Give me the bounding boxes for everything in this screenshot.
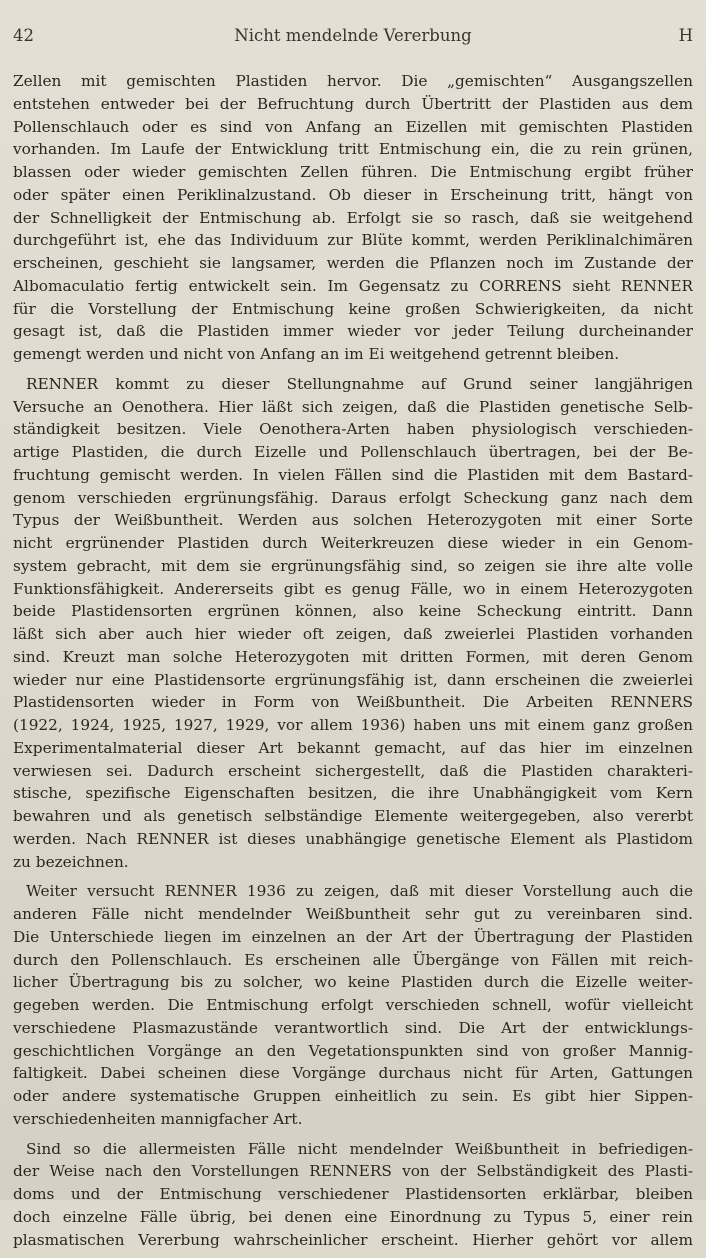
text-line: (1922, 1924, 1925, 1927, 1929, vor allem 1936) haben uns mit einem ganz großen	[13, 716, 693, 734]
text-line: oder andere systematische Gruppen einheitlich zu sein. Es gibt hier Sippen-	[13, 1087, 693, 1105]
body-text	[13, 70, 693, 1258]
text-line: Pollenschlauch oder es sind von Anfang an Eizellen mit gemischten Plastiden	[13, 117, 693, 136]
text-line: wieder nur eine Plastidensorte ergrünungsfähig ist, dann erscheinen die zweierlei	[13, 670, 693, 689]
text-line: artige Plastiden, die durch Eizelle und Pollenschlauch übertragen, bei der Be-	[13, 443, 693, 461]
section-mark: H	[678, 26, 693, 45]
text-line: vorhanden. Im Laufe der Entwicklung tritt Entmischung ein, die zu rein grünen,	[13, 140, 693, 159]
text-line: der Schnelligkeit der Entmischung ab. Erfolgt sie so rasch, daß sie weitgehend	[13, 208, 693, 227]
text-line: Albomaculatio fertig entwickelt sein. Im Gegensatz zu CORRENS sieht RENNER	[13, 276, 693, 295]
text-line: blassen oder wieder gemischten Zellen führen. Die Entmischung ergibt früher	[13, 163, 693, 181]
text-line: verwiesen sei. Dadurch erscheint sichergestellt, daß die Plastiden charakteri-	[13, 761, 693, 780]
text-line: der Weise nach den Vorstellungen RENNERS von der Selbständigkeit des Plasti-	[13, 1162, 693, 1181]
text-line: erscheinen, geschieht sie langsamer, werden die Pflanzen noch im Zustande der	[13, 254, 693, 272]
text-line: sind. Kreuzt man solche Heterozygoten mit dritten Formen, mit deren Genom	[13, 647, 693, 666]
paragraph	[13, 70, 693, 366]
text-line: entstehen entweder bei der Befruchtung durch Übertritt der Plastiden aus dem	[13, 94, 693, 113]
text-line: Experimentalmaterial dieser Art bekannt gemacht, auf das hier im einzelnen	[13, 738, 693, 757]
paragraph	[13, 373, 693, 874]
text-line: stische, spezifische Eigenschaften besitzen, die ihre Unabhängigkeit vom Kern	[13, 784, 693, 803]
text-line: system gebracht, mit dem sie ergrünungsfähig sind, so zeigen sie ihre alte volle	[13, 556, 693, 575]
text-line: anderen Fälle nicht mendelnder Weißbuntheit sehr gut zu vereinbaren sind.	[13, 905, 693, 923]
text-line: licher Übertragung bis zu solcher, wo keine Plastiden durch die Eizelle weiter-	[13, 973, 693, 992]
text-line: nicht ergrünender Plastiden durch Weiterkreuzen diese wieder in ein Genom-	[13, 534, 693, 552]
text-line: Die Unterschiede liegen im einzelnen an der Art der Übertragung der Plastiden	[13, 927, 693, 946]
text-line: geschichtlichen Vorgänge an den Vegetationspunkten sind von großer Mannig-	[13, 1041, 693, 1060]
text-line: zu bezeichnen.	[13, 852, 129, 871]
text-line: Zellen mit gemischten Plastiden hervor. Die „gemischten“ Ausgangszellen	[13, 72, 693, 90]
paragraph	[13, 1138, 693, 1252]
text-line: Typus der Weißbuntheit. Werden aus solchen Heterozygoten mit einer Sorte	[13, 511, 693, 530]
running-header	[13, 26, 693, 48]
text-line: oder später einen Periklinalzustand. Ob dieser in Erscheinung tritt, hängt von	[13, 185, 693, 204]
text-line: Plastidensorten wieder in Form von Weißbuntheit. Die Arbeiten RENNERS	[13, 693, 693, 712]
text-line: Sind so die allermeisten Fälle nicht mendelnder Weißbuntheit in befriedigen-	[26, 1139, 693, 1158]
text-line: gemengt werden und nicht von Anfang an im Ei weitgehend getrennt bleiben.	[13, 345, 620, 363]
text-line: Funktionsfähigkeit. Andererseits gibt es genug Fälle, wo in einem Heterozygoten	[13, 579, 693, 598]
text-line: gesagt ist, daß die Plastiden immer wieder vor jeder Teilung durcheinander	[13, 322, 693, 341]
text-line: verschiedenheiten mannigfacher Art.	[13, 1109, 303, 1128]
text-line: RENNER kommt zu dieser Stellungnahme auf Grund seiner langjährigen	[26, 374, 693, 393]
text-line: verschiedene Plasmazustände verantwortlich sind. Die Art der entwicklungs-	[13, 1018, 693, 1037]
text-line: für die Vorstellung der Entmischung keine großen Schwierigkeiten, da nicht	[13, 299, 693, 318]
text-line: durch den Pollenschlauch. Es erscheinen alle Übergänge von Fällen mit reich-	[13, 950, 693, 969]
text-line: durchgeführt ist, ehe das Individuum zur Blüte kommt, werden Periklinalchimären	[13, 231, 693, 250]
text-line: gegeben werden. Die Entmischung erfolgt verschieden schnell, wofür vielleicht	[13, 996, 693, 1014]
page-number: 42	[13, 26, 34, 45]
text-line: doch einzelne Fälle übrig, bei denen eine Einordnung zu Typus 5, einer rein	[13, 1207, 693, 1226]
text-line: läßt sich aber auch hier wieder oft zeigen, daß zweierlei Plastiden vorhanden	[13, 625, 693, 643]
text-line: beide Plastidensorten ergrünen können, also keine Scheckung eintritt. Dann	[13, 602, 693, 621]
running-title: Nicht mendelnde Vererbung	[234, 26, 472, 45]
paragraph	[13, 880, 693, 1130]
text-line: plasmatischen Vererbung wahrscheinlicher erscheint. Hierher gehört vor allem	[13, 1230, 693, 1249]
text-line: doms und der Entmischung verschiedener Plastidensorten erklärbar, bleiben	[13, 1185, 693, 1203]
text-line: Weiter versucht RENNER 1936 zu zeigen, daß mit dieser Vorstellung auch die	[26, 882, 693, 901]
text-line: Versuche an Oenothera. Hier läßt sich zeigen, daß die Plastiden genetische Selb-	[13, 397, 693, 416]
text-line: faltigkeit. Dabei scheinen diese Vorgänge durchaus nicht für Arten, Gattungen	[13, 1064, 693, 1083]
text-line: werden. Nach RENNER ist dieses unabhängige genetische Element als Plastidom	[13, 829, 693, 848]
text-line: ständigkeit besitzen. Viele Oenothera-Arten haben physiologisch verschieden-	[13, 420, 693, 439]
text-line: bewahren und als genetisch selbständige Elemente weitergegeben, also vererbt	[13, 807, 693, 825]
text-line: genom verschieden ergrünungsfähig. Daraus erfolgt Scheckung ganz nach dem	[13, 488, 693, 507]
text-line: fruchtung gemischt werden. In vielen Fällen sind die Plastiden mit dem Bastard-	[13, 465, 693, 484]
